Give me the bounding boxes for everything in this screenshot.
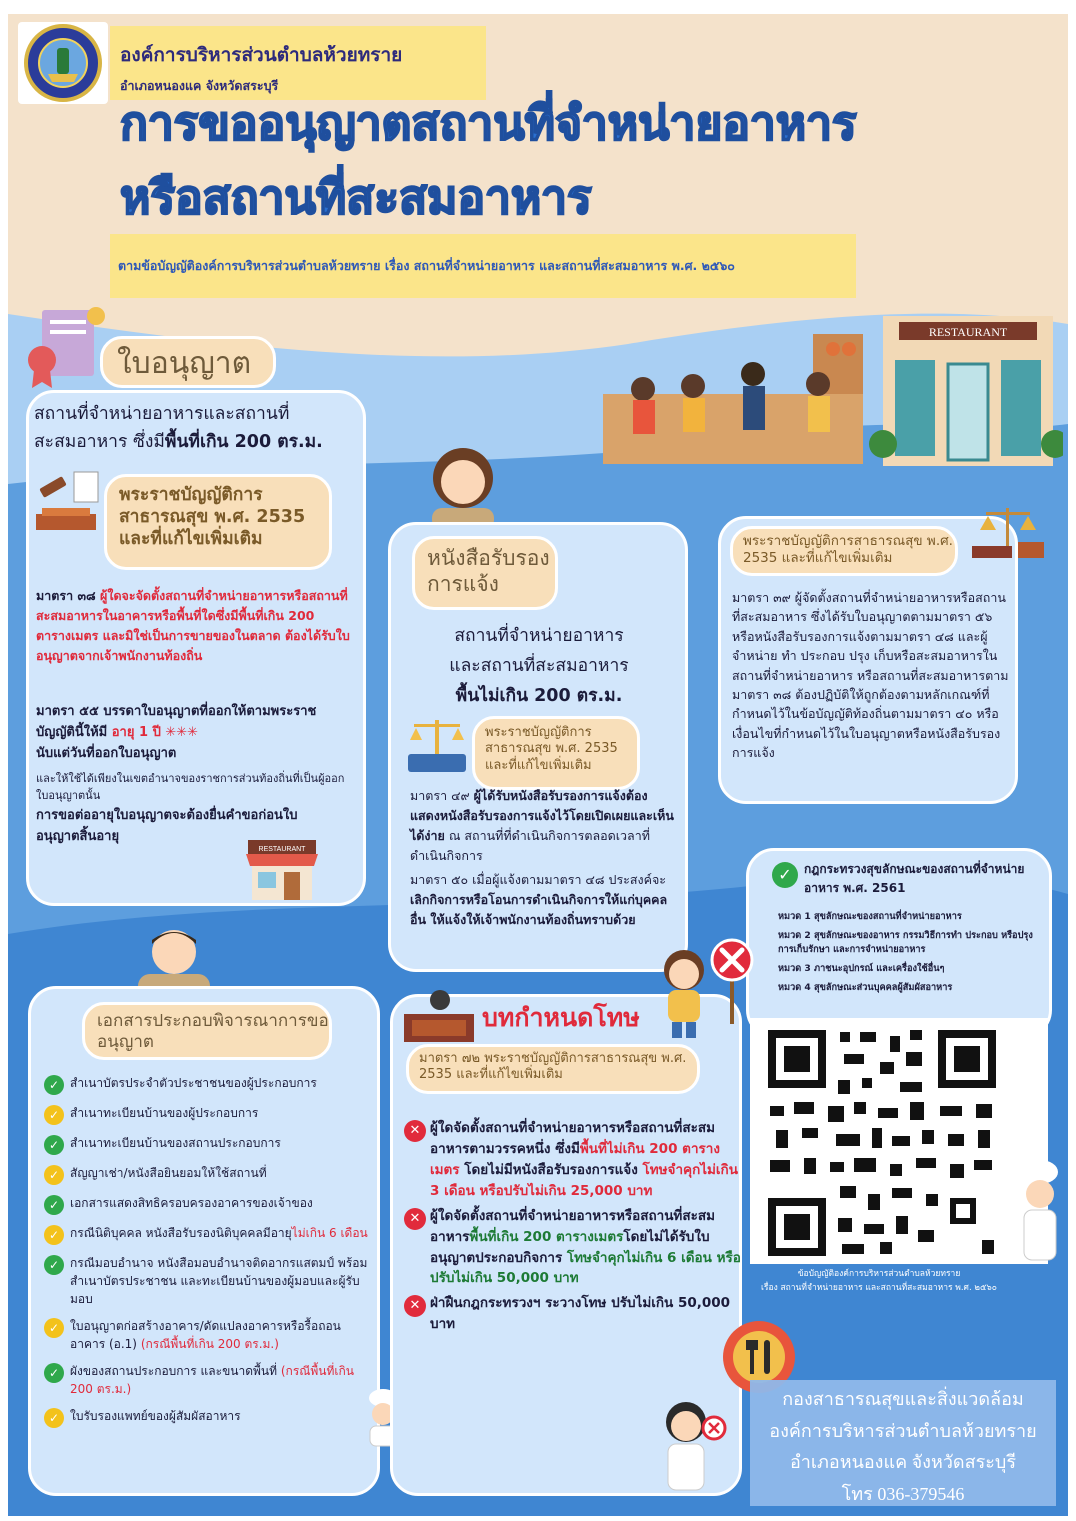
section-38-body: ผู้ใดจะจัดตั้งสถานที่จำหน่ายอาหารหรือสถานที่สะสมอาหารในอาคารหรือพื้นที่ใดซึ่งมีพื้นที่เกิน 200 ตารางเมตร และมิใช่เป็นการขายของในตลาด ต้องได้รับใบอนุญาตจากเจ้าพนักงานท้องถิ่น [36, 588, 350, 663]
license-renewal-note: การขอต่ออายุใบอนุญาตจะต้องยื่นคำขอก่อนใบอนุญาตสิ้นอายุ [36, 808, 298, 844]
contact-district: อำเภอหนองแค จังหวัดสระบุรี [789, 1452, 1017, 1472]
shop-sign: RESTAURANT [258, 846, 306, 853]
license-desc-a: สถานที่จำหน่ายอาหารและสถานที่ [34, 404, 290, 424]
list-item: ✓ กรณีมอบอำนาจ หนังสือมอบอำนาจติดอากรแสตมป์ พร้อมสำเนาบัตรประชาชน และทะเบียนบ้านของผู้มอบและผู้รับมอบ [44, 1254, 374, 1308]
license-section-38 [36, 586, 350, 666]
section-49-body: ผู้ได้รับหนังสือรับรองการแจ้งต้องแสดงหนังสือรับรองการแจ้งไว้โดยเปิดเผยและเห็นได้ง่าย [410, 788, 674, 843]
ministerial-regulation-title: กฎกระทรวงสุขลักษณะของสถานที่จำหน่ายอาหาร พ.ศ. 2561 [804, 862, 1025, 896]
section-55-b: นับแต่วันที่ออกใบอนุญาต [36, 745, 177, 761]
public-health-act-body: มาตรา ๓๙ ผู้จัดตั้งสถานที่จำหน่ายอาหารหรือสถานที่สะสมอาหาร ซึ่งได้รับใบอนุญาตตามมาตรา ๕๖ หรือหนังสือรับรองการแจ้งตามมาตรา ๔๘ และผู้จำหน่าย ทำ ประกอบ ปรุง เก็บหรือสะสมอาหารในสถานที่จำหน่ายอาหาร หรือสถานที่สะสมอาหารตามมาตรา ๓๘ ต้องปฏิบัติให้ถูกต้องตามหลักเกณฑ์ที่กำหนดไว้ในข้อบัญญัติท้องถิ่นตามมาตรา ๔๐ หรือเงื่อนไขที่กำหนดไว้ในใบอนุญาตหรือหนังสือรับรองการแจ้ง [732, 590, 1009, 760]
license-description [34, 400, 323, 456]
section-49-tail: ณ สถานที่ที่ดำเนินกิจการตลอดเวลาที่ดำเนินกิจการ [410, 828, 650, 863]
list-item: ✓ ใบรับรองแพทย์ของผู้สัมผัสอาหาร [44, 1407, 374, 1428]
check-icon: ✓ [772, 862, 798, 888]
x-icon: ✕ [404, 1208, 426, 1230]
license-desc-area: พื้นที่เกิน 200 ตร.ม. [164, 432, 323, 452]
license-heading: ใบอนุญาต [100, 336, 276, 388]
penalty-item-1: ✕ ผู้ใดจัดตั้งสถานที่จำหน่ายอาหารหรือสถานที่สะสมอาหารตามวรรคหนึ่ง ซึ่งมีพื้นที่ไม่เกิน 200 ตารางเมตร โดยไม่มีหนังสือรับรองการแจ้ง โทษจำคุกไม่เกิน 3 เดือน หรือปรับไม่เกิน 25,000 บาท [404, 1118, 744, 1202]
regulation-item: หมวด 1 สุขลักษณะของสถานที่จำหน่ายอาหาร [778, 911, 962, 922]
seal-icon [18, 22, 108, 104]
ministerial-regulation-list [778, 910, 1040, 995]
notice-section-50 [410, 870, 676, 930]
public-health-act-label: พระราชบัญญัติการสาธารณสุข พ.ศ. 2535 และที่แก้ไขเพิ่มเติม [730, 526, 958, 576]
list-item: ✓ สำเนาทะเบียนบ้านของผู้ประกอบการ [44, 1104, 374, 1125]
doctor-girl-icon [658, 1394, 728, 1494]
page-title-line1: การขออนุญาตสถานที่จำหน่ายอาหาร [120, 96, 857, 150]
list-item: ✓ สัญญาเช่า/หนังสือยินยอมให้ใช้สถานที่ [44, 1164, 374, 1185]
list-item: ✓ สำเนาบัตรประจำตัวประชาชนของผู้ประกอบการ [44, 1074, 374, 1095]
regulation-item: หมวด 2 สุขลักษณะของอาหาร กรรมวิธีการทำ ประกอบ หรือปรุง การเก็บรักษา และการจำหน่ายอาหาร [778, 930, 1033, 955]
penalty-item-2: ✕ ผู้ใดจัดตั้งสถานที่จำหน่ายอาหารหรือสถานที่สะสมอาหารพื้นที่เกิน 200 ตารางเมตรโดยไม่ได้รับใบอนุญาตประกอบกิจการ โทษจำคุกไม่เกิน 6 เดือน หรือปรับไม่เกิน 50,000 บาท [404, 1206, 744, 1290]
penalty-list [404, 1118, 744, 1339]
section-49-prefix: มาตรา ๔๙ [410, 788, 474, 803]
check-icon: ✓ [44, 1225, 64, 1245]
shop-icon [244, 836, 320, 904]
scales-icon [402, 714, 472, 780]
page-title-line2: หรือสถานที่สะสมอาหาร [120, 170, 592, 224]
penalty-act-label: มาตรา ๗๒ พระราชบัญญัติการสาธารณสุข พ.ศ. 2535 และที่แก้ไขเพิ่มเติม [406, 1044, 700, 1094]
court-icon [400, 984, 480, 1044]
license-act-label: พระราชบัญญัติการสาธารณสุข พ.ศ. 2535 และที่แก้ไขเพิ่มเติม [104, 474, 332, 570]
section-55-validity: อายุ 1 ปี ✳✳✳ [111, 724, 199, 740]
list-item: ✓ ผังของสถานประกอบการ และขนาดพื้นที่ (กรณีพื้นที่เกิน 200 ตร.ม.) [44, 1362, 374, 1398]
section-55-a: มาตรา ๕๕ บรรดาใบอนุญาตที่ออกให้ตามพระราชบัญญัตินี้ให้มี [36, 704, 317, 740]
org-name: องค์การบริหารส่วนตำบลห้วยทราย [120, 44, 403, 66]
subtitle: ตามข้อบัญญัติองค์การบริหารส่วนตำบลห้วยทราย เรื่อง สถานที่จำหน่ายอาหาร และสถานที่สะสมอาหาร พ.ศ. ๒๕๖๐ [118, 258, 735, 273]
qr-caption-line2: เรื่อง สถานที่จำหน่ายอาหาร และสถานที่สะสมอาหาร พ.ศ. ๒๕๖๐ [761, 1282, 997, 1293]
check-icon: ✓ [44, 1075, 64, 1095]
contact-department: กองสาธารณสุขและสิ่งแวดล้อม [782, 1389, 1024, 1409]
check-icon: ✓ [44, 1318, 64, 1338]
penalty-heading: บทกำหนดโทษ [482, 1003, 640, 1032]
regulation-item: หมวด 3 ภาชนะอุปกรณ์ และเครื่องใช้อื่นๆ [778, 963, 945, 975]
notice-heading: หนังสือรับรองการแจ้ง [412, 536, 558, 610]
penalty-item-3: ✕ ฝ่าฝืนกฎกระทรวงฯ ระวางโทษ ปรับไม่เกิน 50,000 บาท [404, 1293, 744, 1335]
contact-phone: โทร 036-379546 [841, 1483, 965, 1504]
contact-info [750, 1384, 1056, 1510]
check-icon: ✓ [44, 1105, 64, 1125]
license-section-55-note: และให้ใช้ได้เพียงในเขตอำนาจของราชการส่วนท้องถิ่นที่เป็นผู้ออกใบอนุญาตนั้น [36, 772, 345, 803]
notice-section-49 [410, 786, 676, 866]
check-icon: ✓ [44, 1135, 64, 1155]
license-document-icon [24, 300, 108, 390]
regulation-item: หมวด 4 สุขลักษณะส่วนบุคคลผู้สัมผัสอาหาร [778, 982, 953, 994]
list-item: ✓ ใบอนุญาตก่อสร้างอาคาร/ดัดแปลงอาคารหรือรื้อถอนอาคาร (อ.1) (กรณีพื้นที่เกิน 200 ตร.ม.) [44, 1317, 374, 1353]
check-icon: ✓ [44, 1165, 64, 1185]
license-section-55 [36, 702, 352, 764]
documents-heading: เอกสารประกอบพิจารณาการขออนุญาต [82, 1002, 332, 1060]
notice-act-label: พระราชบัญญัติการสาธารณสุข พ.ศ. 2535 และที่แก้ไขเพิ่มเติม [472, 716, 640, 790]
check-icon: ✓ [44, 1195, 64, 1215]
section-50-a: มาตรา ๕๐ เมื่อผู้แจ้งตามมาตรา ๔๘ ประสงค์จะ [410, 872, 667, 887]
officer-woman-icon [420, 438, 506, 530]
list-item: ✓ กรณีนิติบุคคล หนังสือรับรองนิติบุคคลมีอายุไม่เกิน 6 เดือน [44, 1224, 374, 1245]
check-icon: ✓ [44, 1255, 64, 1275]
contact-org: องค์การบริหารส่วนตำบลห้วยทราย [769, 1420, 1037, 1441]
list-item: ✓ สำเนาทะเบียนบ้านของสถานประกอบการ [44, 1134, 374, 1155]
girl-stop-sign-icon [656, 928, 756, 1040]
license-desc-b: สะสมอาหาร ซึ่งมี [34, 432, 165, 452]
qr-code[interactable] [750, 1018, 1048, 1264]
documents-list [44, 1074, 374, 1437]
x-icon: ✕ [404, 1295, 426, 1317]
x-icon: ✕ [404, 1120, 426, 1142]
check-icon: ✓ [44, 1363, 64, 1383]
notice-desc-a: สถานที่จำหน่ายอาหาร [454, 626, 624, 646]
subtitle-banner [110, 234, 856, 298]
justice-scales-icon [968, 502, 1048, 562]
qr-caption-line1: ข้อบัญญัติองค์การบริหารส่วนตำบลห้วยทราย [797, 1269, 961, 1279]
org-banner [110, 26, 486, 100]
logo-frame [18, 22, 108, 104]
check-icon: ✓ [44, 1408, 64, 1428]
org-district: อำเภอหนองแค จังหวัดสระบุรี [120, 78, 279, 93]
poster [8, 14, 1068, 1516]
qr-caption [750, 1268, 1008, 1295]
notice-desc-area: พื้นไม่เกิน 200 ตร.ม. [455, 685, 623, 706]
notice-desc-b: และสถานที่สะสมอาหาร [449, 655, 629, 676]
notice-description [404, 622, 674, 711]
list-item: ✓ เอกสารแสดงสิทธิครอบครองอาคารของเจ้าของ [44, 1194, 374, 1215]
restaurant-illustration [603, 304, 1063, 474]
chef-boy-icon [1012, 1158, 1068, 1268]
restaurant-sign: RESTAURANT [928, 325, 1008, 339]
qr-code-icon [750, 1018, 1048, 1264]
gavel-icon [30, 468, 104, 536]
section-50-b: เลิกกิจการหรือโอนการดำเนินกิจการให้แก่บุคคลอื่น ให้แจ้งให้เจ้าพนักงานท้องถิ่นทราบด้วย [410, 892, 668, 927]
section-38-prefix: มาตรา ๓๘ [36, 588, 101, 603]
